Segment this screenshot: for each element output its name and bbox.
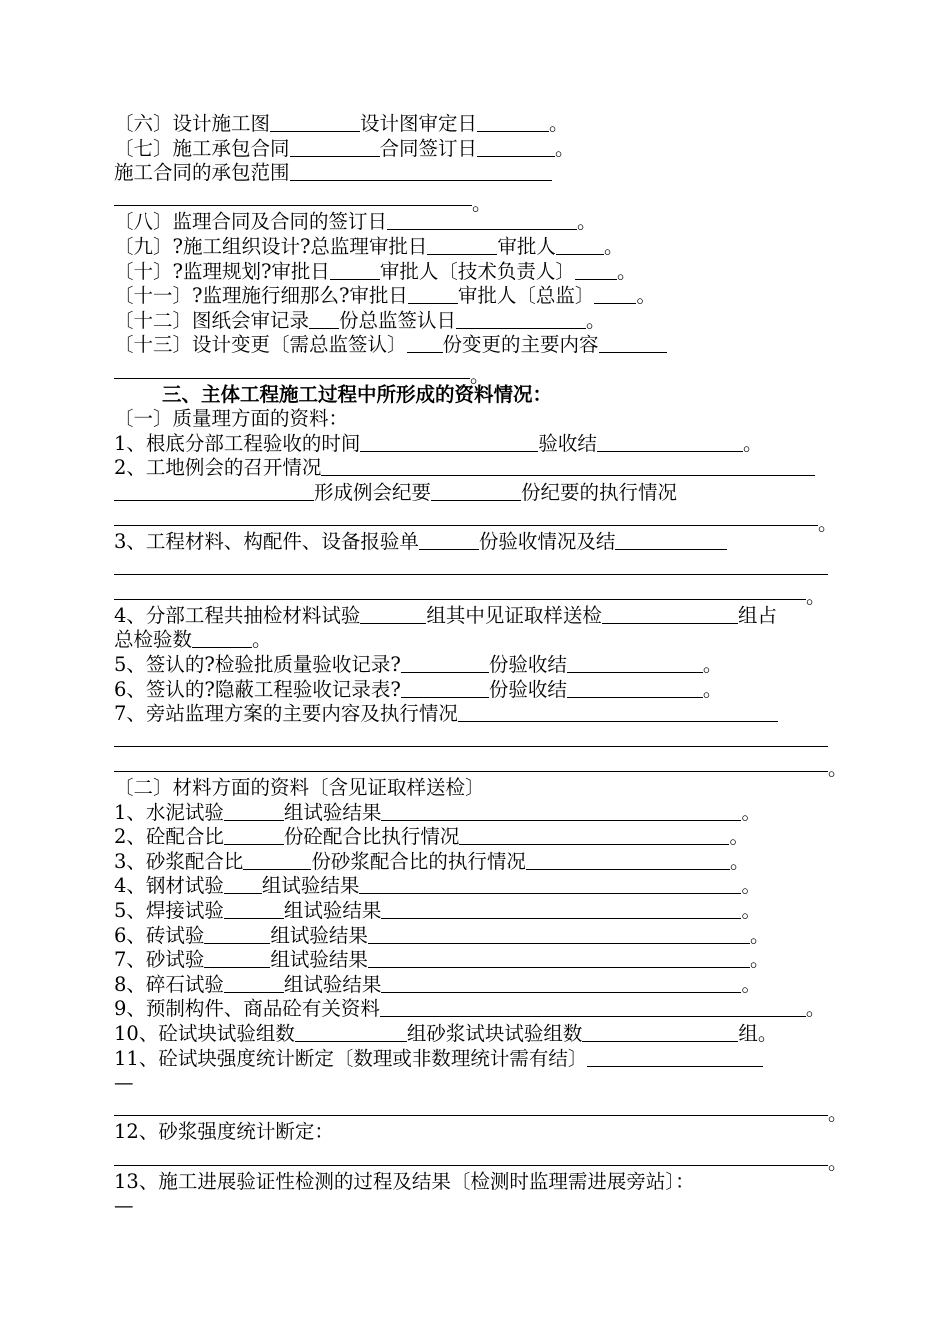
m12-blank-line: 。: [114, 1145, 854, 1170]
blank[interactable]: [309, 309, 339, 329]
q4: 4、分部工程共抽检材料试验 组其中见证取样送检 组占: [114, 603, 777, 627]
blank[interactable]: [321, 456, 815, 476]
blank[interactable]: [270, 112, 360, 132]
scope-continuation: 。: [114, 186, 854, 211]
m9: 9、预制构件、商品砼有关资料 。: [114, 997, 826, 1021]
blank[interactable]: [224, 801, 284, 821]
blank-line[interactable]: [114, 599, 806, 600]
m6: 6、砖试验 组试验结果 。: [114, 923, 770, 947]
blank[interactable]: [295, 1022, 407, 1042]
blank[interactable]: [587, 1047, 763, 1067]
blank-line[interactable]: [114, 771, 828, 772]
item-12: 〔十二〕图纸会审记录 份总监签认日 。: [114, 308, 606, 332]
m11-dash: —: [114, 1071, 134, 1095]
m7: 7、砂试验 组试验结果 。: [114, 948, 770, 972]
blank[interactable]: [381, 801, 741, 821]
m13: 13、施工进展验证性检测的过程及结果〔检测时监理需进展旁站〕：: [114, 1169, 695, 1193]
blank[interactable]: [599, 333, 667, 353]
m3: 3、砂浆配合比 份砂浆配合比的执行情况 。: [114, 849, 750, 873]
subsection-2-title: 〔二〕材料方面的资料〔含见证取样送检〕: [114, 776, 485, 800]
blank[interactable]: [204, 948, 270, 968]
blank[interactable]: [360, 604, 426, 624]
blank[interactable]: [401, 678, 489, 698]
blank[interactable]: [408, 284, 458, 304]
q2-blank-line: 。: [114, 506, 854, 531]
blank[interactable]: [526, 850, 730, 870]
m1: 1、水泥试验 组试验结果 。: [114, 800, 761, 824]
blank[interactable]: [567, 678, 703, 698]
q3-blank-line: 。: [114, 579, 854, 604]
blank[interactable]: [567, 653, 703, 673]
q1: 1、根底分部工程验收的时间 验收结 。: [114, 431, 763, 455]
blank[interactable]: [575, 260, 617, 280]
item-9: 〔九〕?施工组织设计?总监理审批日 审批人 。: [114, 234, 624, 258]
blank-line[interactable]: [114, 378, 470, 379]
q2-continuation: 形成例会纪要 份纪要的执行情况: [114, 481, 854, 506]
blank[interactable]: [556, 235, 604, 255]
blank[interactable]: [458, 702, 778, 722]
m11: 11、砼试块强度统计断定〔数理或非数理统计需有结〕: [114, 1047, 854, 1072]
blank[interactable]: [204, 924, 270, 944]
m4: 4、钢材试验 组试验结果 。: [114, 874, 761, 898]
m2: 2、砼配合比 份砼配合比执行情况 。: [114, 825, 749, 849]
section-3-title: 三、主体工程施工过程中所形成的资料情况：: [162, 382, 553, 406]
q6: 6、签认的?隐蔽工程验收记录表? 份验收结 。: [114, 677, 723, 701]
q7-blank-line: [114, 727, 854, 752]
blank-line[interactable]: [114, 205, 472, 206]
blank[interactable]: [597, 432, 743, 452]
blank[interactable]: [360, 432, 538, 452]
contract-scope: 施工合同的承包范围: [114, 161, 854, 186]
m11-blank-line: 。: [114, 1096, 854, 1121]
blank[interactable]: [224, 874, 262, 894]
blank[interactable]: [419, 530, 479, 550]
blank[interactable]: [427, 235, 497, 255]
m13-dash: —: [114, 1194, 134, 1218]
q4-continuation: 总检验数 。: [114, 628, 272, 652]
m12: 12、砂浆强度统计断定：: [114, 1120, 334, 1144]
blank[interactable]: [381, 899, 741, 919]
blank[interactable]: [594, 284, 636, 304]
blank[interactable]: [401, 653, 489, 673]
blank[interactable]: [456, 309, 586, 329]
blank[interactable]: [114, 481, 314, 501]
item-13-continuation: 。: [114, 358, 854, 383]
blank[interactable]: [224, 825, 284, 845]
blank[interactable]: [192, 628, 252, 648]
q5: 5、签认的?检验批质量验收记录? 份验收结 。: [114, 653, 723, 677]
blank[interactable]: [290, 161, 552, 181]
item-8: 〔八〕监理合同及合同的签订日 。: [114, 210, 597, 234]
item-10: 〔十〕?监理规划?审批日 审批人〔技术负责人〕 。: [114, 259, 637, 283]
m8: 8、碎石试验 组试验结果 。: [114, 972, 761, 996]
blank[interactable]: [477, 137, 555, 157]
blank[interactable]: [243, 850, 311, 870]
blank-line[interactable]: [114, 525, 818, 526]
blank[interactable]: [380, 997, 806, 1017]
item-7: 〔七〕施工承包合同 合同签订日 。: [114, 136, 575, 160]
blank[interactable]: [459, 825, 729, 845]
item-13: 〔十三〕设计变更〔需总监签认〕 份变更的主要内容: [114, 333, 854, 358]
blank[interactable]: [381, 973, 741, 993]
blank-line[interactable]: [114, 1165, 828, 1166]
item-11: 〔十一〕?监理施行细那么?审批日 审批人〔总监〕 。: [114, 284, 656, 308]
blank[interactable]: [224, 899, 284, 919]
blank[interactable]: [330, 260, 380, 280]
blank[interactable]: [368, 948, 750, 968]
blank-line[interactable]: [114, 746, 828, 747]
blank[interactable]: [359, 874, 741, 894]
q3-blank-line: [114, 555, 854, 580]
m5: 5、焊接试验 组试验结果 。: [114, 899, 761, 922]
blank[interactable]: [477, 112, 549, 132]
q7: 7、旁站监理方案的主要内容及执行情况: [114, 702, 854, 727]
blank[interactable]: [224, 973, 284, 993]
blank[interactable]: [368, 924, 750, 944]
blank[interactable]: [290, 137, 380, 157]
blank[interactable]: [582, 1022, 738, 1042]
q2: 2、工地例会的召开情况: [114, 456, 854, 481]
blank-line[interactable]: [114, 574, 828, 575]
subsection-1-title: 〔一〕质量理方面的资料：: [114, 407, 349, 431]
q3: 3、工程材料、构配件、设备报验单 份验收情况及结: [114, 530, 854, 555]
m10: 10、砼试块试验组数 组砂浆试块试验组数 组。: [114, 1021, 778, 1045]
document-body: [114, 112, 854, 1219]
blank[interactable]: [602, 604, 738, 624]
item-6: 〔六〕设计施工图 设计图审定日 。: [114, 112, 569, 135]
blank[interactable]: [431, 481, 521, 501]
blank[interactable]: [615, 530, 727, 550]
blank[interactable]: [387, 210, 577, 230]
q7-blank-line: 。: [114, 751, 854, 776]
blank[interactable]: [407, 333, 443, 353]
blank-line[interactable]: [114, 1115, 828, 1116]
